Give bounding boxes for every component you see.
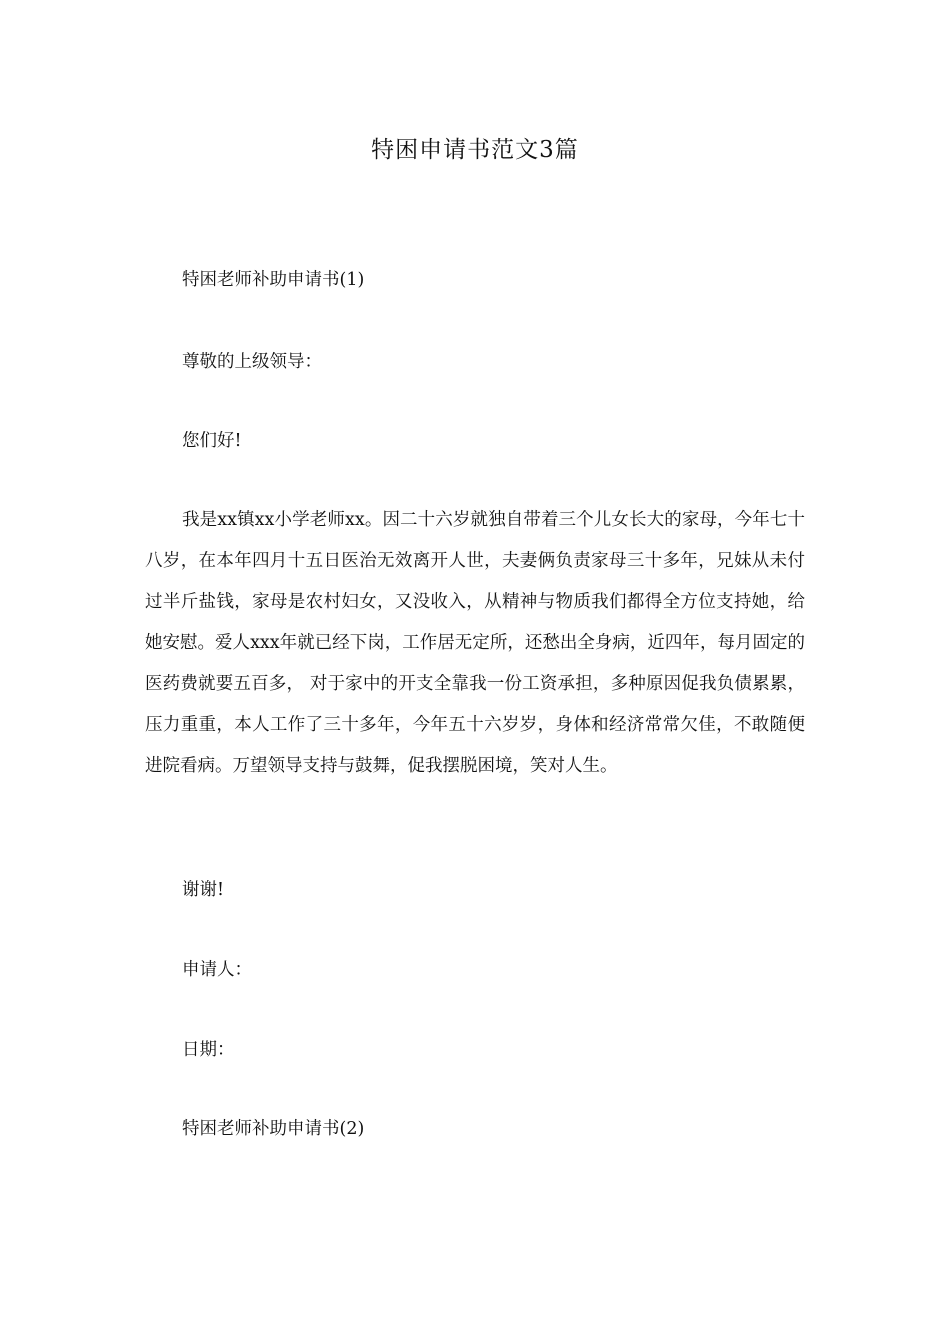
document-title: 特困申请书范文3篇 [371,137,579,163]
section-heading-2: 特困老师补助申请书(2) [182,1119,365,1139]
date-label: 日期： [182,1040,235,1060]
section-heading-1: 特困老师补助申请书(1) [182,270,365,290]
salutation: 尊敬的上级领导： [182,352,322,372]
body-paragraph: 我是xx镇xx小学老师xx。因二十六岁就独自带着三个儿女长大的家母，今年七十八岁，在本年四月十五日医治无效离开人世，夫妻俩负责家母三十多年，兄妹从未付过半斤盐钱，家母是农村妇女，又没收入，从精神与物质我们都得全方位支持她，给她安慰。爱人xxx年就已经下岗，工作居无定所，还愁出全身病，近四年，每月固定的医药费就要五百多， 对于家中的开支全靠我一份工资承担，多种原因促我负债累累，压力重重，本人工作了三十多年，今年五十六岁岁，身体和经济常常欠佳，不敢随便进院看病。万望领导支持与鼓舞，促我摆脱困境，笑对人生。 [145,510,805,776]
thanks-line: 谢谢! [182,880,225,900]
applicant-label: 申请人： [182,960,252,980]
greeting: 您们好! [182,431,242,451]
